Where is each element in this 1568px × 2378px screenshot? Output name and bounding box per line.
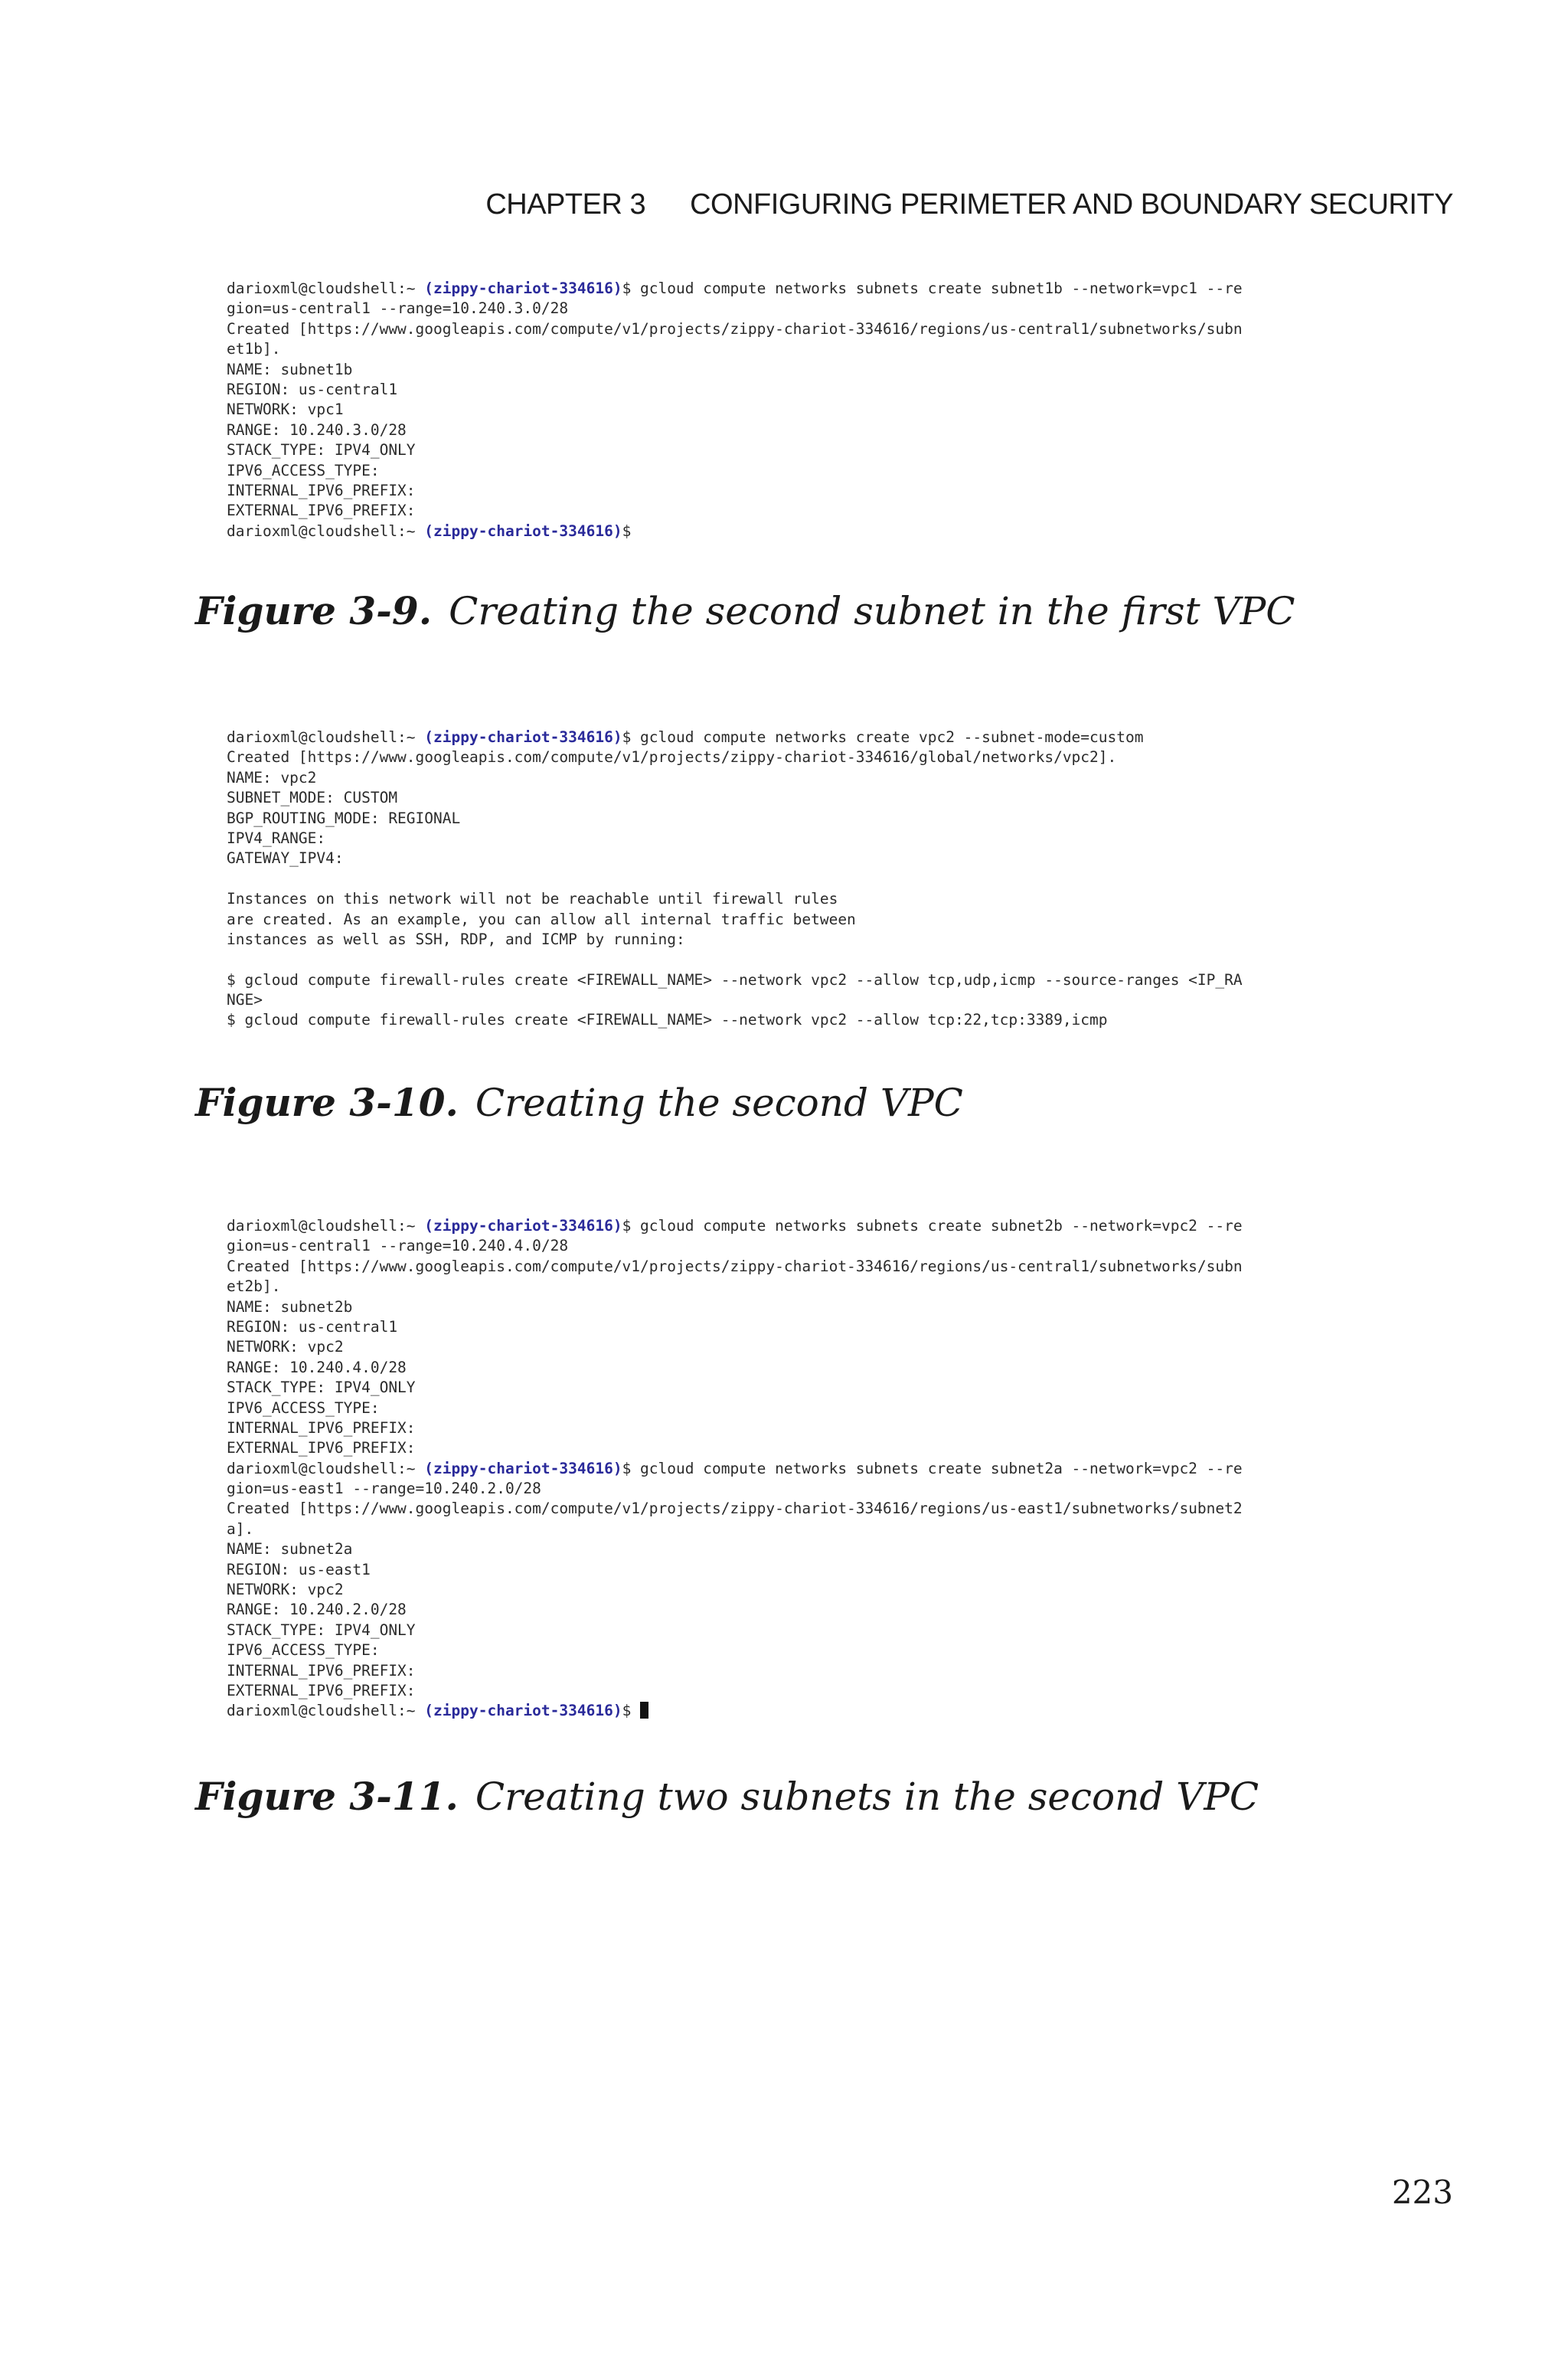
terminal-text: INTERNAL_IPV6_PREFIX: bbox=[227, 481, 416, 499]
terminal-text: GATEWAY_IPV4: bbox=[227, 849, 344, 868]
shell-prompt-project: (zippy-chariot-334616) bbox=[424, 1459, 622, 1477]
terminal-text: Created [https://www.googleapis.com/compute/v1/projects/zippy-chariot-334616/global/networks/vpc2]. bbox=[227, 748, 1117, 767]
terminal-screenshot-figure-3-10 bbox=[227, 728, 1436, 1031]
terminal-text: et1b]. bbox=[227, 340, 281, 358]
terminal-line bbox=[227, 279, 1436, 299]
figure-caption-3-10 bbox=[195, 1080, 963, 1125]
terminal-line bbox=[227, 869, 1436, 889]
shell-prompt-user: darioxml@cloudshell:~ bbox=[227, 522, 425, 540]
terminal-text: IPV4_RANGE: bbox=[227, 829, 326, 847]
terminal-line bbox=[227, 1398, 1436, 1418]
terminal-text: gion=us-central1 --range=10.240.3.0/28 bbox=[227, 299, 569, 318]
terminal-text: INTERNAL_IPV6_PREFIX: bbox=[227, 1661, 416, 1680]
terminal-line bbox=[227, 299, 1436, 319]
terminal-text: et2b]. bbox=[227, 1277, 281, 1296]
shell-prompt-project: (zippy-chariot-334616) bbox=[424, 728, 622, 746]
terminal-text: RANGE: 10.240.4.0/28 bbox=[227, 1358, 407, 1376]
terminal-cursor bbox=[640, 1702, 648, 1719]
terminal-text: NETWORK: vpc2 bbox=[227, 1338, 344, 1356]
terminal-line bbox=[227, 1681, 1436, 1701]
terminal-line bbox=[227, 829, 1436, 849]
terminal-line bbox=[227, 360, 1436, 380]
figure-caption-text: Creating the second subnet in the first VPC bbox=[449, 589, 1295, 633]
terminal-screenshot-figure-3-11 bbox=[227, 1216, 1436, 1722]
shell-prompt-user: darioxml@cloudshell:~ bbox=[227, 280, 425, 297]
terminal-text: NAME: subnet1b bbox=[227, 360, 353, 378]
terminal-line bbox=[227, 1438, 1436, 1458]
terminal-line bbox=[227, 970, 1436, 990]
terminal-line bbox=[227, 440, 1436, 460]
terminal-line bbox=[227, 1297, 1436, 1317]
figure-number: Figure 3-9. bbox=[195, 588, 433, 633]
terminal-line bbox=[227, 461, 1436, 481]
terminal-text: $ gcloud compute networks subnets create subnet2b --network=vpc2 --re bbox=[622, 1217, 1243, 1235]
terminal-line bbox=[227, 1378, 1436, 1398]
terminal-text: STACK_TYPE: IPV4_ONLY bbox=[227, 1621, 416, 1639]
terminal-text: $ gcloud compute networks subnets create subnet2a --network=vpc2 --re bbox=[622, 1459, 1243, 1477]
terminal-text: Created [https://www.googleapis.com/compute/v1/projects/zippy-chariot-334616/regions/us-central1/subnetworks/subn bbox=[227, 319, 1243, 338]
terminal-line bbox=[227, 501, 1436, 521]
terminal-line bbox=[227, 1661, 1436, 1681]
terminal-line bbox=[227, 1621, 1436, 1640]
terminal-text: STACK_TYPE: IPV4_ONLY bbox=[227, 441, 416, 460]
terminal-text: SUBNET_MODE: CUSTOM bbox=[227, 789, 398, 807]
terminal-text: NETWORK: vpc2 bbox=[227, 1581, 344, 1599]
terminal-text: $ gcloud compute networks create vpc2 --subnet-mode=custom bbox=[622, 728, 1144, 746]
terminal-line bbox=[227, 950, 1436, 970]
terminal-line bbox=[227, 1640, 1436, 1660]
chapter-title: CONFIGURING PERIMETER AND BOUNDARY SECURITY bbox=[690, 188, 1453, 221]
shell-prompt-user: darioxml@cloudshell:~ bbox=[227, 728, 425, 746]
terminal-text: NGE> bbox=[227, 991, 263, 1009]
terminal-line bbox=[227, 1257, 1436, 1277]
terminal-line bbox=[227, 1479, 1436, 1499]
terminal-text: STACK_TYPE: IPV4_ONLY bbox=[227, 1379, 416, 1397]
terminal-text: IPV6_ACCESS_TYPE: bbox=[227, 1398, 380, 1417]
shell-prompt-project: (zippy-chariot-334616) bbox=[424, 1702, 622, 1720]
terminal-text: Created [https://www.googleapis.com/compute/v1/projects/zippy-chariot-334616/regions/us-east1/subnetworks/subnet2 bbox=[227, 1500, 1243, 1518]
terminal-line bbox=[227, 1317, 1436, 1337]
shell-prompt-user: darioxml@cloudshell:~ bbox=[227, 1217, 425, 1235]
terminal-line bbox=[227, 849, 1436, 868]
terminal-text: EXTERNAL_IPV6_PREFIX: bbox=[227, 502, 416, 520]
terminal-text: RANGE: 10.240.3.0/28 bbox=[227, 420, 407, 439]
terminal-text: NAME: vpc2 bbox=[227, 768, 317, 787]
page-number: 223 bbox=[1391, 2174, 1453, 2211]
terminal-line bbox=[227, 809, 1436, 829]
terminal-line bbox=[227, 1010, 1436, 1030]
terminal-line bbox=[227, 930, 1436, 950]
terminal-text: NAME: subnet2b bbox=[227, 1297, 353, 1316]
terminal-screenshot-figure-3-9 bbox=[227, 279, 1436, 541]
terminal-line bbox=[227, 788, 1436, 808]
terminal-text: gion=us-central1 --range=10.240.4.0/28 bbox=[227, 1237, 569, 1255]
terminal-line bbox=[227, 1519, 1436, 1539]
terminal-line bbox=[227, 990, 1436, 1010]
terminal-text: REGION: us-central1 bbox=[227, 1317, 398, 1336]
terminal-line bbox=[227, 420, 1436, 440]
figure-caption-text: Creating two subnets in the second VPC bbox=[475, 1775, 1259, 1819]
terminal-line bbox=[227, 1418, 1436, 1438]
terminal-text: $ gcloud compute firewall-rules create <FIREWALL_NAME> --network vpc2 --allow tcp,udp,icmp --source-ranges <IP_RA bbox=[227, 970, 1243, 989]
figure-number: Figure 3-10. bbox=[195, 1080, 459, 1125]
terminal-line bbox=[227, 910, 1436, 930]
terminal-text: EXTERNAL_IPV6_PREFIX: bbox=[227, 1681, 416, 1699]
terminal-text: REGION: us-central1 bbox=[227, 380, 398, 398]
terminal-line bbox=[227, 889, 1436, 909]
terminal-line bbox=[227, 1459, 1436, 1479]
terminal-text: $ bbox=[622, 1702, 641, 1720]
figure-caption-text: Creating the second VPC bbox=[475, 1081, 963, 1125]
terminal-line bbox=[227, 1580, 1436, 1600]
terminal-text: $ gcloud compute networks subnets create subnet1b --network=vpc1 --re bbox=[622, 280, 1243, 297]
terminal-line bbox=[227, 1499, 1436, 1519]
terminal-text: $ gcloud compute firewall-rules create <FIREWALL_NAME> --network vpc2 --allow tcp:22,tcp:3389,icmp bbox=[227, 1011, 1108, 1029]
terminal-line bbox=[227, 522, 1436, 541]
terminal-text: Created [https://www.googleapis.com/compute/v1/projects/zippy-chariot-334616/regions/us-central1/subnetworks/subn bbox=[227, 1257, 1243, 1275]
terminal-line bbox=[227, 1539, 1436, 1559]
terminal-text: NAME: subnet2a bbox=[227, 1540, 353, 1559]
figure-caption-3-9 bbox=[195, 588, 1295, 633]
terminal-line bbox=[227, 1337, 1436, 1357]
terminal-text: NETWORK: vpc1 bbox=[227, 401, 344, 419]
terminal-line bbox=[227, 1277, 1436, 1297]
terminal-text: are created. As an example, you can allow all internal traffic between bbox=[227, 910, 856, 928]
shell-prompt-project: (zippy-chariot-334616) bbox=[424, 1217, 622, 1235]
terminal-line bbox=[227, 768, 1436, 788]
running-header bbox=[485, 188, 1453, 221]
terminal-line bbox=[227, 1216, 1436, 1236]
terminal-line bbox=[227, 400, 1436, 420]
terminal-text: gion=us-east1 --range=10.240.2.0/28 bbox=[227, 1480, 541, 1498]
terminal-text: REGION: us-east1 bbox=[227, 1560, 371, 1578]
terminal-line bbox=[227, 1560, 1436, 1580]
shell-prompt-user: darioxml@cloudshell:~ bbox=[227, 1459, 425, 1477]
terminal-text: IPV6_ACCESS_TYPE: bbox=[227, 1641, 380, 1660]
terminal-text: a]. bbox=[227, 1519, 254, 1538]
terminal-line bbox=[227, 728, 1436, 747]
terminal-text: instances as well as SSH, RDP, and ICMP by running: bbox=[227, 930, 685, 948]
chapter-label: CHAPTER 3 bbox=[485, 188, 646, 221]
terminal-line bbox=[227, 481, 1436, 501]
terminal-line bbox=[227, 319, 1436, 339]
terminal-line bbox=[227, 1701, 1436, 1721]
terminal-line bbox=[227, 1358, 1436, 1378]
terminal-text: IPV6_ACCESS_TYPE: bbox=[227, 461, 380, 479]
terminal-line bbox=[227, 339, 1436, 359]
figure-number: Figure 3-11. bbox=[195, 1774, 459, 1819]
terminal-line bbox=[227, 1236, 1436, 1256]
terminal-text: BGP_ROUTING_MODE: REGIONAL bbox=[227, 809, 461, 827]
figure-caption-3-11 bbox=[195, 1774, 1259, 1819]
terminal-line bbox=[227, 1600, 1436, 1620]
terminal-text: INTERNAL_IPV6_PREFIX: bbox=[227, 1418, 416, 1437]
terminal-text: EXTERNAL_IPV6_PREFIX: bbox=[227, 1439, 416, 1457]
shell-prompt-project: (zippy-chariot-334616) bbox=[424, 522, 622, 540]
shell-prompt-user: darioxml@cloudshell:~ bbox=[227, 1702, 425, 1720]
terminal-line bbox=[227, 380, 1436, 400]
shell-prompt-project: (zippy-chariot-334616) bbox=[424, 280, 622, 297]
terminal-text: $ bbox=[622, 522, 632, 540]
terminal-line bbox=[227, 747, 1436, 767]
terminal-text: RANGE: 10.240.2.0/28 bbox=[227, 1601, 407, 1619]
terminal-text: Instances on this network will not be reachable until firewall rules bbox=[227, 890, 838, 908]
